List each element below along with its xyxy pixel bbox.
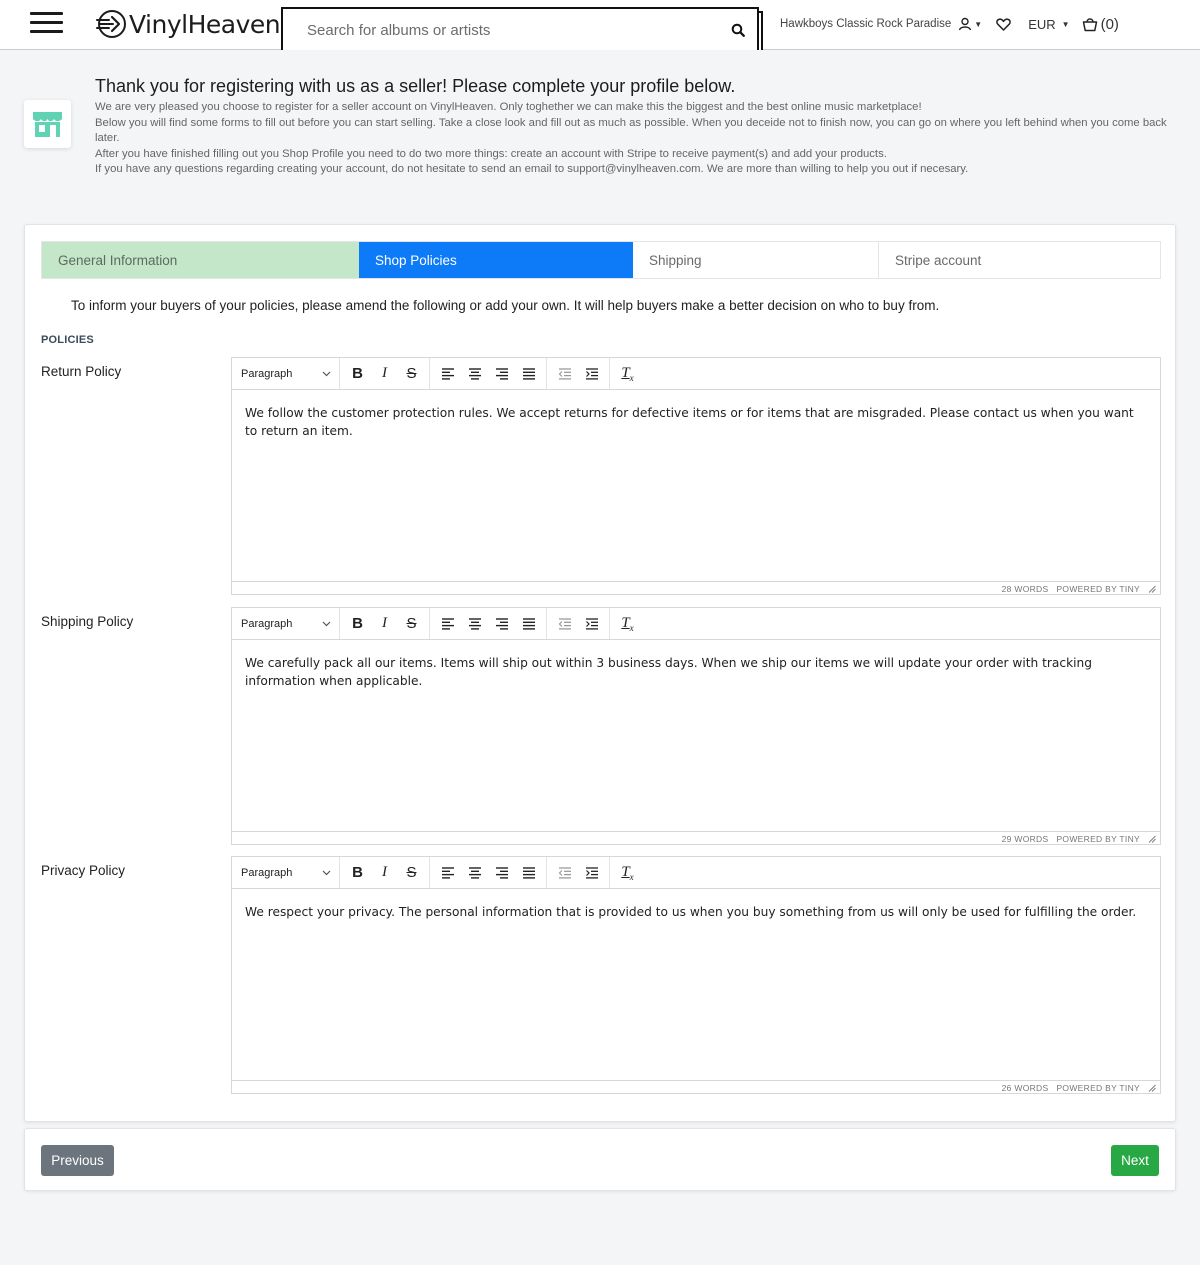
welcome-line: If you have any questions regarding creating your account, do not hesitate to send an email to support@vinylheaven.com. We are more than willing to help you out if necesary.: [95, 163, 969, 176]
bold-icon: B: [352, 615, 363, 632]
alignment-group: [430, 857, 547, 888]
currency-selector[interactable]: [1028, 17, 1069, 32]
align-left-icon: [441, 368, 455, 380]
outdent-button[interactable]: [551, 861, 578, 885]
indent-icon: [585, 368, 599, 380]
chevron-down-icon: ▼: [974, 19, 983, 29]
indent-icon: [585, 618, 599, 630]
powered-by-link[interactable]: POWERED BY TINY: [1056, 833, 1140, 844]
welcome-line: After you have finished filling out you Shop Profile you need to do two more things: create an account with Stripe to receive payment(s) and add your products.: [95, 147, 887, 160]
block-format-select[interactable]: [232, 857, 340, 888]
welcome-banner: [0, 50, 1200, 201]
text-style-group: [340, 608, 430, 639]
powered-by-link[interactable]: POWERED BY TINY: [1056, 1082, 1140, 1093]
outdent-icon: [558, 368, 572, 380]
clear-format-group: [610, 358, 645, 389]
welcome-line: Below you will find some forms to fill out before you can start selling. Take a close look and fill out as much as possible. When you deceide not to finish now, you can go on where you left behind when you come back later.: [95, 116, 1167, 145]
indent-icon: [585, 867, 599, 879]
outdent-button[interactable]: [551, 362, 578, 386]
text-style-group: [340, 358, 430, 389]
italic-button[interactable]: [371, 362, 398, 386]
welcome-title: Thank you for registering with us as a seller! Please complete your profile below.: [95, 76, 736, 96]
return-policy-label: Return Policy: [41, 364, 122, 379]
return-policy-editor: [231, 357, 1161, 595]
resize-handle-icon[interactable]: [1148, 1084, 1156, 1092]
editor-toolbar: [232, 608, 1160, 640]
editor-statusbar: [232, 581, 1160, 595]
clear-format-group: [610, 608, 645, 639]
shipping-policy-editor: [231, 607, 1161, 845]
currency-label: EUR: [1028, 16, 1056, 32]
align-justify-icon: [522, 867, 536, 879]
block-format-value: Paragraph: [241, 617, 293, 630]
tab-general-information[interactable]: General Information: [42, 242, 359, 278]
clear-formatting-button[interactable]: [614, 612, 641, 636]
justify-button[interactable]: [515, 612, 542, 636]
chevron-down-icon: [322, 371, 331, 377]
search-input[interactable]: [283, 9, 719, 51]
step-tabs: [41, 241, 1161, 279]
previous-button[interactable]: Previous: [41, 1145, 114, 1176]
text-style-group: [340, 857, 430, 888]
block-format-value: Paragraph: [241, 866, 293, 879]
powered-by-link[interactable]: POWERED BY TINY: [1056, 583, 1140, 594]
block-format-value: Paragraph: [241, 367, 293, 380]
align-left-button[interactable]: [434, 861, 461, 885]
policies-intro: To inform your buyers of your policies, please amend the following or add your own. It will help buyers make a better decision on who to buy from.: [71, 298, 940, 313]
tab-shipping[interactable]: Shipping: [633, 242, 879, 278]
word-count: 29 WORDS: [1001, 833, 1049, 844]
privacy-policy-content[interactable]: We respect your privacy. The personal information that is provided to us when you buy something from us will only be used for fulfilling the order.: [245, 905, 1137, 919]
chevron-down-icon: ▼: [1061, 19, 1070, 29]
outdent-button[interactable]: [551, 612, 578, 636]
italic-icon: I: [382, 615, 387, 631]
clear-formatting-button[interactable]: [614, 861, 641, 885]
align-justify-icon: [522, 368, 536, 380]
resize-handle-icon[interactable]: [1148, 585, 1156, 593]
align-center-button[interactable]: [461, 362, 488, 386]
clear-format-group: [610, 857, 645, 888]
justify-button[interactable]: [515, 861, 542, 885]
indent-button[interactable]: [578, 612, 605, 636]
storefront-icon: [32, 111, 63, 138]
align-right-icon: [495, 867, 509, 879]
bold-button[interactable]: [344, 362, 371, 386]
account-menu[interactable]: [958, 17, 982, 31]
strikethrough-icon: S: [406, 365, 417, 382]
bold-button[interactable]: [344, 861, 371, 885]
block-format-select[interactable]: [232, 358, 340, 389]
editor-statusbar: [232, 831, 1160, 845]
site-logo[interactable]: [96, 6, 280, 42]
indent-group: [547, 358, 610, 389]
outdent-icon: [558, 618, 572, 630]
chevron-down-icon: [322, 621, 331, 627]
alignment-group: [430, 608, 547, 639]
align-right-button[interactable]: [488, 861, 515, 885]
word-count: 26 WORDS: [1001, 1082, 1049, 1093]
align-center-button[interactable]: [461, 861, 488, 885]
shipping-policy-label: Shipping Policy: [41, 614, 134, 629]
align-right-icon: [495, 368, 509, 380]
hamburger-menu-icon[interactable]: [30, 12, 63, 34]
align-center-icon: [468, 368, 482, 380]
strikethrough-icon: S: [406, 864, 417, 881]
bold-button[interactable]: [344, 612, 371, 636]
word-count: 28 WORDS: [1001, 583, 1049, 594]
align-left-icon: [441, 867, 455, 879]
shop-name-link[interactable]: Hawkboys Classic Rock Paradise: [780, 18, 952, 30]
privacy-policy-label: Privacy Policy: [41, 863, 126, 878]
vinyl-logo-icon: [96, 9, 126, 39]
strikethrough-button[interactable]: [398, 362, 425, 386]
clear-formatting-icon: $T_x$: [621, 863, 634, 882]
italic-icon: I: [382, 864, 387, 880]
align-left-icon: [441, 618, 455, 630]
clear-formatting-icon: $T_x$: [621, 614, 634, 633]
next-button[interactable]: Next: [1111, 1145, 1159, 1176]
clear-formatting-button[interactable]: [614, 362, 641, 386]
italic-icon: I: [382, 365, 387, 381]
search-icon: [731, 23, 745, 37]
page-bottom: [0, 1216, 1200, 1265]
profile-form-card: [24, 224, 1176, 1122]
cart-count: (0): [1100, 15, 1119, 33]
privacy-policy-editor: [231, 856, 1161, 1094]
tab-stripe-account[interactable]: Stripe account: [879, 242, 1160, 278]
top-header: [0, 0, 1200, 50]
indent-button[interactable]: [578, 861, 605, 885]
align-left-button[interactable]: [434, 362, 461, 386]
section-heading: POLICIES: [41, 334, 94, 346]
indent-group: [547, 608, 610, 639]
chevron-down-icon: [322, 870, 331, 876]
cart-button[interactable]: [1082, 16, 1119, 33]
outdent-icon: [558, 867, 572, 879]
logo-text: VinylHeaven: [129, 9, 281, 39]
welcome-line: We are very pleased you choose to register for a seller account on VinylHeaven. Only toghether we can make this the biggest and the best online music marketplace!: [95, 101, 922, 113]
resize-handle-icon[interactable]: [1148, 835, 1156, 843]
align-justify-icon: [522, 618, 536, 630]
shop-badge: [24, 100, 71, 148]
italic-button[interactable]: [371, 612, 398, 636]
justify-button[interactable]: [515, 362, 542, 386]
strikethrough-button[interactable]: [398, 861, 425, 885]
shipping-policy-content[interactable]: We carefully pack all our items. Items will ship out within 3 business days. When we ship our items we will update your order with tracking information when applicable.: [245, 656, 1092, 688]
strikethrough-icon: S: [406, 615, 417, 632]
strikethrough-button[interactable]: [398, 612, 425, 636]
header-actions: [780, 0, 1119, 48]
search-box: [281, 7, 759, 53]
italic-button[interactable]: [371, 861, 398, 885]
welcome-text: [95, 100, 1170, 178]
align-right-icon: [495, 618, 509, 630]
align-center-icon: [468, 867, 482, 879]
indent-group: [547, 857, 610, 888]
align-right-button[interactable]: [488, 612, 515, 636]
editor-toolbar: [232, 358, 1160, 390]
heart-icon: [996, 18, 1011, 31]
user-icon: [958, 17, 972, 31]
alignment-group: [430, 358, 547, 389]
shopping-bag-icon: [1082, 17, 1098, 32]
bold-icon: B: [352, 864, 363, 881]
wishlist-button[interactable]: [996, 18, 1011, 31]
tab-shop-policies[interactable]: Shop Policies: [359, 242, 633, 278]
align-center-button[interactable]: [461, 612, 488, 636]
search-button[interactable]: [719, 9, 757, 51]
editor-statusbar: [232, 1080, 1160, 1094]
form-navigation: [24, 1128, 1176, 1191]
align-center-icon: [468, 618, 482, 630]
align-right-button[interactable]: [488, 362, 515, 386]
return-policy-content[interactable]: We follow the customer protection rules. We accept returns for defective items or for items that are misgraded. Please contact us when you want to return an item.: [245, 406, 1134, 438]
bold-icon: B: [352, 365, 363, 382]
editor-toolbar: [232, 857, 1160, 889]
clear-formatting-icon: $T_x$: [621, 364, 634, 383]
indent-button[interactable]: [578, 362, 605, 386]
block-format-select[interactable]: [232, 608, 340, 639]
align-left-button[interactable]: [434, 612, 461, 636]
